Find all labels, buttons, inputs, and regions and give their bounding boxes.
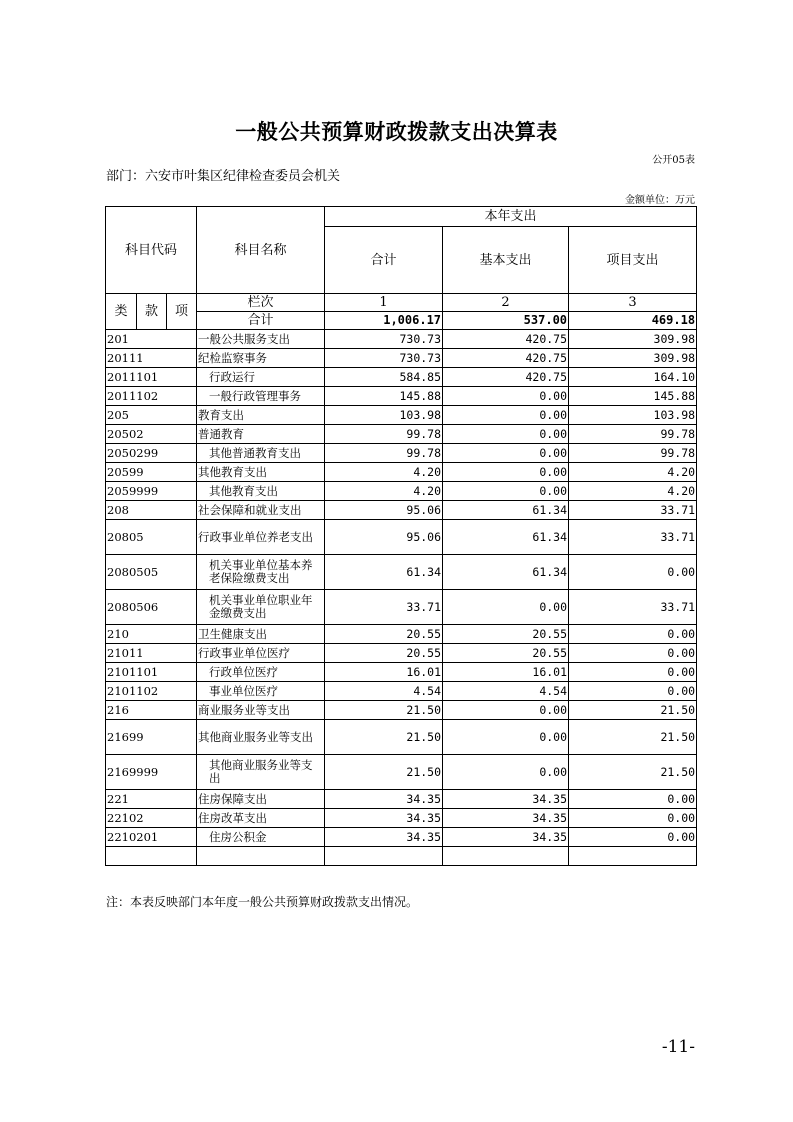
row-project: 33.71 [569,590,697,625]
row-name: 住房改革支出 [197,809,325,828]
row-total: 103.98 [325,406,443,425]
row-name: 一般公共服务支出 [197,330,325,349]
row-code: 2050299 [106,444,197,463]
table-row [106,520,697,555]
table-row [106,755,697,790]
total-project: 469.18 [569,312,697,330]
header-kuan: 款 [137,294,167,330]
row-code: 20599 [106,463,197,482]
row-basic: 420.75 [443,368,569,387]
row-name: 一般行政管理事务 [197,387,325,406]
row-name: 教育支出 [197,406,325,425]
header-current-year: 本年支出 [325,207,697,227]
row-basic: 420.75 [443,330,569,349]
row-name: 其他教育支出 [197,482,325,501]
table-row [106,828,697,847]
empty-cell [569,847,697,866]
row-code: 2101102 [106,682,197,701]
row-project: 33.71 [569,501,697,520]
row-basic: 0.00 [443,720,569,755]
row-basic: 0.00 [443,701,569,720]
row-total: 21.50 [325,755,443,790]
row-code: 2059999 [106,482,197,501]
row-total: 20.55 [325,625,443,644]
row-total: 33.71 [325,590,443,625]
row-basic: 34.35 [443,790,569,809]
table-header [106,207,697,330]
row-code: 2210201 [106,828,197,847]
table-row [106,590,697,625]
row-code: 2101101 [106,663,197,682]
table-row [106,809,697,828]
table-row [106,444,697,463]
table-row [106,368,697,387]
row-total: 61.34 [325,555,443,590]
empty-row [106,847,697,866]
row-project: 145.88 [569,387,697,406]
total-amount: 1,006.17 [325,312,443,330]
row-code: 22102 [106,809,197,828]
row-name: 纪检监察事务 [197,349,325,368]
row-project: 21.50 [569,720,697,755]
row-total: 4.20 [325,482,443,501]
row-project: 309.98 [569,330,697,349]
row-name: 机关事业单位职业年金缴费支出 [197,590,325,625]
row-total: 4.20 [325,463,443,482]
row-total: 99.78 [325,444,443,463]
row-code: 2169999 [106,755,197,790]
row-code: 20502 [106,425,197,444]
header-col3: 3 [569,294,697,312]
table-body [106,330,697,866]
row-project: 33.71 [569,520,697,555]
row-project: 0.00 [569,828,697,847]
row-code: 216 [106,701,197,720]
empty-cell [325,847,443,866]
row-total: 34.35 [325,809,443,828]
row-code: 2080505 [106,555,197,590]
table-row [106,644,697,663]
row-code: 2080506 [106,590,197,625]
table-row [106,682,697,701]
row-project: 0.00 [569,809,697,828]
table-note: 注：本表反映部门本年度一般公共预算财政拨款支出情况。 [106,895,419,909]
department-label: 部门：六安市叶集区纪律检查委员会机关 [106,169,341,184]
row-basic: 0.00 [443,387,569,406]
row-name: 行政事业单位医疗 [197,644,325,663]
row-project: 0.00 [569,663,697,682]
row-total: 99.78 [325,425,443,444]
table-number: 公开05表 [652,155,695,166]
row-basic: 34.35 [443,809,569,828]
row-code: 21699 [106,720,197,755]
row-code: 2011101 [106,368,197,387]
row-basic: 0.00 [443,755,569,790]
row-basic: 0.00 [443,463,569,482]
row-total: 584.85 [325,368,443,387]
table-row [106,790,697,809]
row-name: 其他商业服务业等支出 [197,755,325,790]
row-project: 0.00 [569,682,697,701]
header-name: 科目名称 [197,207,325,294]
row-basic: 61.34 [443,555,569,590]
row-project: 103.98 [569,406,697,425]
row-total: 34.35 [325,828,443,847]
table-row [106,501,697,520]
empty-cell [443,847,569,866]
row-name: 普通教育 [197,425,325,444]
row-project: 164.10 [569,368,697,387]
row-basic: 61.34 [443,520,569,555]
row-project: 0.00 [569,555,697,590]
row-project: 4.20 [569,463,697,482]
row-name: 社会保障和就业支出 [197,501,325,520]
header-project: 项目支出 [569,227,697,294]
row-code: 201 [106,330,197,349]
row-code: 208 [106,501,197,520]
total-basic: 537.00 [443,312,569,330]
row-code: 210 [106,625,197,644]
row-code: 2011102 [106,387,197,406]
row-basic: 4.54 [443,682,569,701]
row-name: 住房公积金 [197,828,325,847]
row-name: 行政运行 [197,368,325,387]
row-project: 99.78 [569,425,697,444]
row-code: 221 [106,790,197,809]
row-basic: 0.00 [443,425,569,444]
row-code: 20111 [106,349,197,368]
empty-cell [197,847,325,866]
row-basic: 34.35 [443,828,569,847]
header-col1: 1 [325,294,443,312]
page-title: 一般公共预算财政拨款支出决算表 [235,119,558,144]
table-row [106,625,697,644]
row-name: 其他商业服务业等支出 [197,720,325,755]
table-row [106,720,697,755]
table-row [106,330,697,349]
row-total: 20.55 [325,644,443,663]
header-sum-label: 合计 [197,312,325,330]
row-basic: 16.01 [443,663,569,682]
row-name: 其他教育支出 [197,463,325,482]
row-total: 34.35 [325,790,443,809]
table-row [106,463,697,482]
header-code: 科目代码 [106,207,197,294]
table-row [106,555,697,590]
row-total: 4.54 [325,682,443,701]
row-project: 309.98 [569,349,697,368]
row-basic: 0.00 [443,590,569,625]
row-project: 4.20 [569,482,697,501]
header-col2: 2 [443,294,569,312]
table-row [106,425,697,444]
header-total: 合计 [325,227,443,294]
row-basic: 0.00 [443,482,569,501]
header-basic: 基本支出 [443,227,569,294]
row-basic: 0.00 [443,444,569,463]
row-project: 0.00 [569,644,697,663]
row-name: 住房保障支出 [197,790,325,809]
row-project: 99.78 [569,444,697,463]
header-lanci: 栏次 [197,294,325,312]
row-code: 21011 [106,644,197,663]
row-total: 730.73 [325,330,443,349]
table-row [106,387,697,406]
table-row [106,482,697,501]
empty-cell [106,847,197,866]
row-total: 16.01 [325,663,443,682]
table-row [106,701,697,720]
row-basic: 20.55 [443,644,569,663]
row-code: 205 [106,406,197,425]
row-total: 21.50 [325,701,443,720]
row-total: 95.06 [325,520,443,555]
row-project: 0.00 [569,790,697,809]
row-basic: 420.75 [443,349,569,368]
page-number: -11- [661,1037,695,1057]
row-project: 21.50 [569,701,697,720]
header-xiang: 项 [167,294,197,330]
table-row [106,663,697,682]
row-basic: 0.00 [443,406,569,425]
table-row [106,406,697,425]
row-total: 95.06 [325,501,443,520]
table-row [106,349,697,368]
row-basic: 20.55 [443,625,569,644]
header-lei: 类 [106,294,137,330]
expenditure-table [105,206,696,866]
row-name: 机关事业单位基本养老保险缴费支出 [197,555,325,590]
row-total: 730.73 [325,349,443,368]
row-name: 行政单位医疗 [197,663,325,682]
row-basic: 61.34 [443,501,569,520]
row-total: 145.88 [325,387,443,406]
row-name: 卫生健康支出 [197,625,325,644]
row-name: 事业单位医疗 [197,682,325,701]
row-project: 0.00 [569,625,697,644]
row-code: 20805 [106,520,197,555]
row-name: 行政事业单位养老支出 [197,520,325,555]
row-total: 21.50 [325,720,443,755]
unit-label: 金额单位：万元 [625,195,695,206]
row-project: 21.50 [569,755,697,790]
row-name: 其他普通教育支出 [197,444,325,463]
row-name: 商业服务业等支出 [197,701,325,720]
